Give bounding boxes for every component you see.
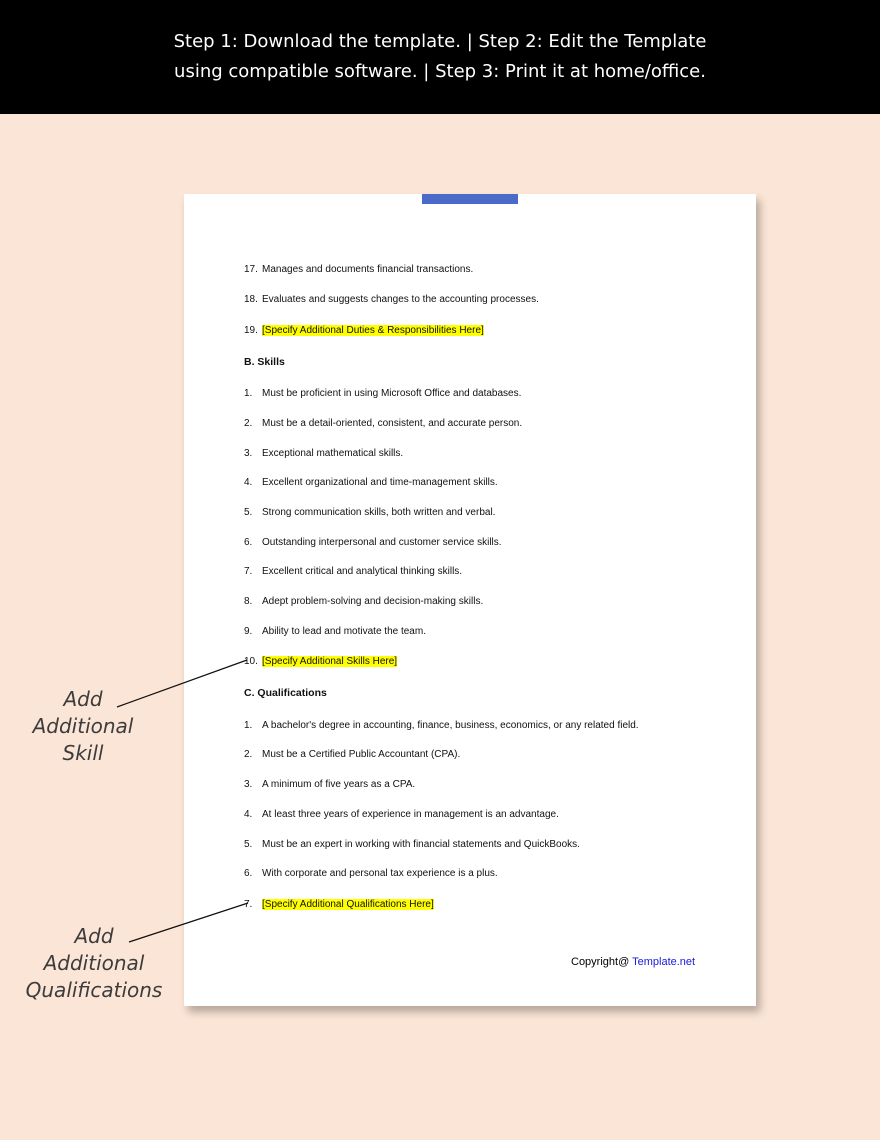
qualification-item: 5. Must be an expert in working with financial statements and QuickBooks. [244,839,580,850]
skills-heading: B. Skills [244,356,285,368]
skill-item: 2. Must be a detail-oriented, consistent, and accurate person. [244,418,523,429]
skill-item-placeholder[interactable]: 10. [Specify Additional Skills Here] [244,656,398,667]
qualification-item: 3. A minimum of five years as a CPA. [244,779,416,790]
qualifications-heading: C. Qualifications [244,687,327,699]
duty-item-placeholder[interactable]: 19. [Specify Additional Duties & Responsibilities Here] [244,325,484,336]
skill-item: 5. Strong communication skills, both written and verbal. [244,507,496,518]
template-net-link[interactable]: Template.net [632,956,696,968]
skill-item: 9. Ability to lead and motivate the team. [244,626,426,637]
duty-item: 18. Evaluates and suggests changes to the accounting processes. [244,294,539,305]
qualification-item-placeholder[interactable]: 7. [Specify Additional Qualifications Here] [244,899,434,910]
callout-add-skill: Add Additional Skill [32,687,134,765]
skill-item: 1. Must be proficient in using Microsoft Office and databases. [244,388,522,399]
qualification-item: 6. With corporate and personal tax experience is a plus. [244,868,498,879]
qualification-item: 2. Must be a Certified Public Accountant (CPA). [244,749,461,760]
qualification-item: 4. At least three years of experience in management is an advantage. [244,809,559,820]
skill-item: 3. Exceptional mathematical skills. [244,448,404,459]
skill-item: 8. Adept problem-solving and decision-making skills. [244,596,484,607]
qualification-item: 1. A bachelor's degree in accounting, finance, business, economics, or any related field. [244,720,639,731]
banner-line-2: using compatible software. | Step 3: Print it at home/office. [174,61,706,82]
banner-line-1: Step 1: Download the template. | Step 2: Edit the Template [173,31,707,52]
skill-item: 6. Outstanding interpersonal and customer service skills. [244,537,502,548]
skill-item: 4. Excellent organizational and time-management skills. [244,477,498,488]
duty-item: 17. Manages and documents financial transactions. [244,264,474,275]
callout-add-qualifications: Add Additional Qualifications [25,924,163,1002]
copyright-prefix: Copyright@ [571,956,633,968]
skill-item: 7. Excellent critical and analytical thinking skills. [244,566,463,577]
